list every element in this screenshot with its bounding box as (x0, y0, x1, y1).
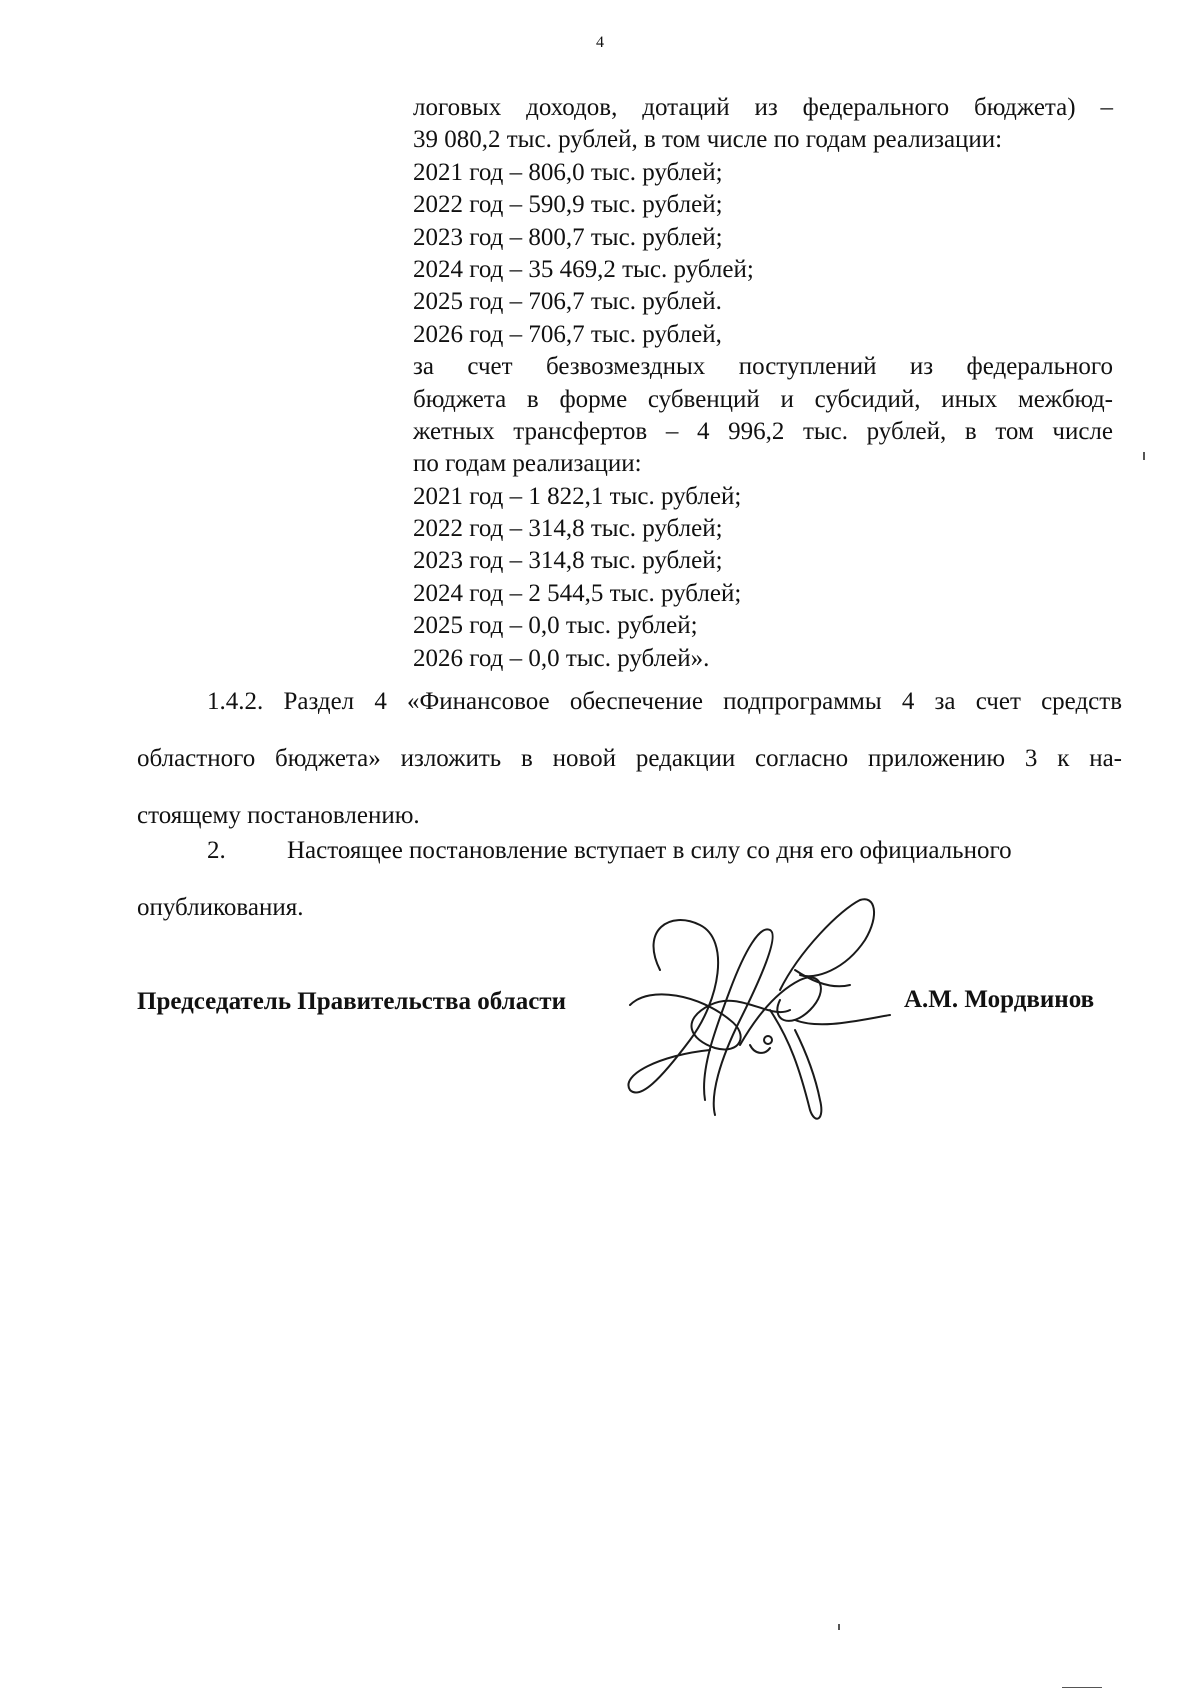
funding-line: 2025 год – 0,0 тыс. рублей; (413, 612, 698, 640)
signatory-title: Председатель Правительства области (137, 988, 566, 1015)
signatory-name: А.М. Мордвинов (904, 986, 1095, 1013)
scan-speck (838, 1624, 840, 1630)
scan-edge-mark (1062, 1687, 1102, 1688)
paragraph-line: стоящему постановлению. (137, 802, 420, 829)
paragraph-number: 2. (207, 837, 226, 864)
funding-line: 2026 год – 0,0 тыс. рублей». (413, 644, 710, 672)
funding-line: жетных трансфертов – 4 996,2 тыс. рублей, в том числе (413, 417, 1113, 445)
funding-line: 2022 год – 590,9 тыс. рублей; (413, 191, 723, 219)
funding-line: 2021 год – 806,0 тыс. рублей; (413, 158, 723, 186)
paragraph-line: 1.4.2. Раздел 4 «Финансовое обеспечение подпрограммы 4 за счет средств (207, 688, 1122, 715)
funding-line: 2024 год – 35 469,2 тыс. рублей; (413, 255, 754, 283)
funding-list (413, 92, 1113, 675)
paragraph-line: областного бюджета» изложить в новой редакции согласно приложению 3 к на- (137, 745, 1122, 772)
funding-line: за счет безвозмездных поступлений из федерального (413, 353, 1113, 381)
paragraph-1-4-2 (137, 673, 1122, 844)
funding-line: 2023 год – 314,8 тыс. рублей; (413, 547, 723, 575)
funding-line: по годам реализации: (413, 450, 642, 478)
funding-line: 39 080,2 тыс. рублей, в том числе по годам реализации: (413, 126, 1003, 154)
funding-line: 2022 год – 314,8 тыс. рублей; (413, 515, 723, 543)
paragraph-text: Настоящее постановление вступает в силу со дня его официального (287, 837, 1012, 864)
paragraph-line: опубликования. (137, 894, 304, 921)
funding-line: бюджета в форме субвенций и субсидий, иных межбюд- (413, 385, 1113, 413)
funding-line: логовых доходов, дотаций из федерального бюджета) – (413, 94, 1113, 121)
scan-speck (1143, 452, 1145, 460)
funding-line: 2023 год – 800,7 тыс. рублей; (413, 223, 723, 251)
handwritten-signature (620, 870, 910, 1130)
funding-line: 2025 год – 706,7 тыс. рублей. (413, 288, 722, 316)
funding-line: 2026 год – 706,7 тыс. рублей, (413, 320, 722, 348)
page-number: 4 (596, 34, 604, 51)
funding-line: 2024 год – 2 544,5 тыс. рублей; (413, 579, 742, 607)
funding-line: 2021 год – 1 822,1 тыс. рублей; (413, 482, 742, 510)
